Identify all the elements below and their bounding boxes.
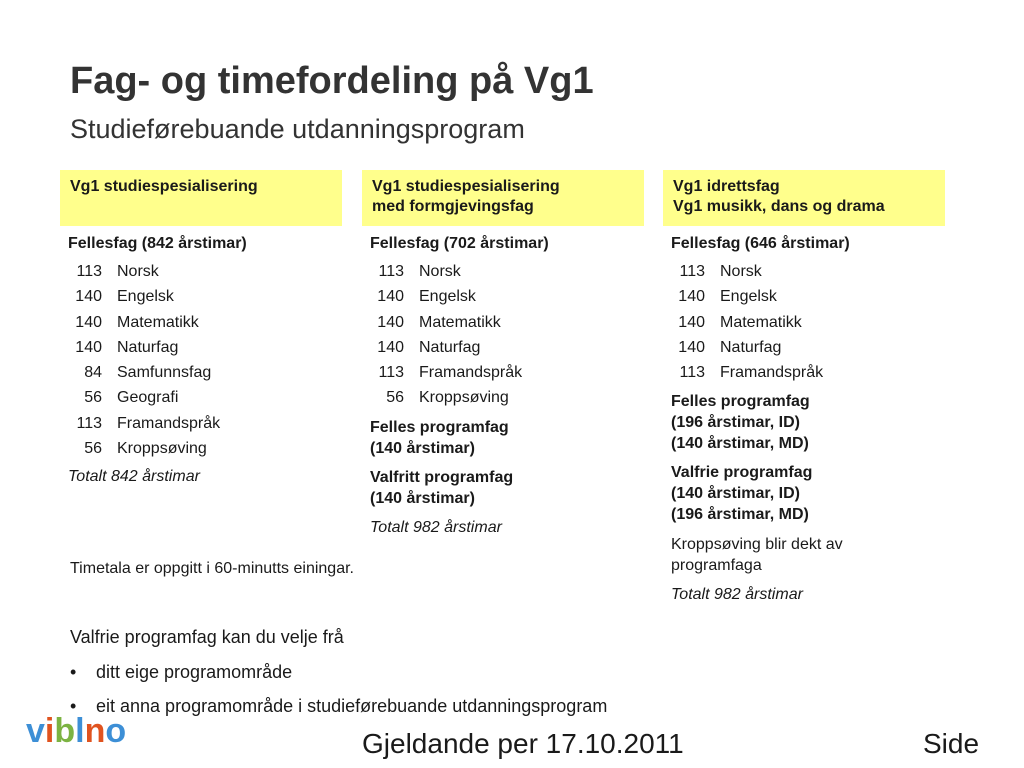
subject-name: Geografi bbox=[117, 389, 179, 407]
total-hours: Totalt 842 årstimar bbox=[68, 468, 200, 486]
hours: 56 bbox=[84, 389, 102, 407]
subject-row bbox=[663, 360, 945, 385]
hours: 140 bbox=[75, 338, 102, 356]
hours: 113 bbox=[679, 364, 705, 382]
list-item-text: ditt eige programområde bbox=[96, 662, 293, 682]
logo-letter: n bbox=[84, 712, 106, 750]
logo-letter: v bbox=[26, 712, 45, 750]
hours: 113 bbox=[76, 263, 102, 280]
valfrie-programfag-label: Valfrie programfag bbox=[671, 464, 813, 482]
hours: 140 bbox=[678, 313, 705, 331]
hours: 140 bbox=[678, 338, 705, 356]
subject-row bbox=[663, 284, 945, 309]
column-header bbox=[60, 170, 342, 226]
subject-name: Samfunnsfag bbox=[117, 364, 212, 382]
valfritt-programfag-hours: (140 årstimar) bbox=[370, 489, 475, 507]
column-header-line: Vg1 idrettsfag bbox=[673, 178, 780, 195]
fellesfag-heading: Fellesfag (842 årstimar) bbox=[68, 235, 247, 252]
programfag-intro: Valfrie programfag kan du velje frå bbox=[70, 627, 344, 647]
valfritt-programfag bbox=[370, 467, 644, 509]
subject-name: Kroppsøving bbox=[117, 440, 207, 458]
subject-row bbox=[362, 284, 644, 309]
logo-letter: o bbox=[105, 712, 127, 750]
subject-row bbox=[362, 259, 644, 284]
hours: 140 bbox=[75, 313, 102, 331]
hours: 56 bbox=[84, 440, 102, 458]
subject-row bbox=[60, 259, 342, 284]
subject-name: Norsk bbox=[117, 263, 159, 280]
felles-programfag-hours: (140 årstimar) bbox=[370, 439, 475, 457]
subject-name: Naturfag bbox=[117, 338, 179, 356]
kroppsoving-note-line: Kroppsøving blir dekt av bbox=[671, 536, 843, 554]
fellesfag-heading: Fellesfag (646 årstimar) bbox=[671, 235, 850, 252]
hours: 140 bbox=[377, 288, 404, 306]
felles-programfag bbox=[370, 417, 644, 459]
subject-name: Engelsk bbox=[419, 288, 476, 306]
bullet: • bbox=[70, 696, 77, 716]
subject-row bbox=[362, 360, 644, 385]
subject-name: Engelsk bbox=[117, 288, 174, 306]
column-header-line: Vg1 studiespesialisering bbox=[372, 178, 560, 195]
subject-name: Naturfag bbox=[419, 338, 481, 356]
viblino-logo bbox=[26, 712, 126, 751]
subject-row bbox=[60, 310, 342, 335]
subject-row bbox=[60, 360, 342, 385]
subject-row bbox=[362, 335, 644, 360]
logo-letter: l bbox=[75, 712, 85, 750]
subject-name: Norsk bbox=[419, 263, 461, 280]
hours: 113 bbox=[679, 263, 705, 280]
list-item bbox=[70, 660, 607, 694]
list-item bbox=[70, 694, 607, 728]
felles-programfag-hours-md: (140 årstimar, MD) bbox=[671, 435, 809, 453]
column-header bbox=[663, 170, 945, 226]
column-formgjevingsfag bbox=[362, 170, 644, 537]
felles-programfag-label: Felles programfag bbox=[370, 418, 509, 436]
hours: 140 bbox=[678, 288, 705, 306]
logo-letter: b bbox=[54, 712, 76, 750]
subject-row bbox=[60, 284, 342, 309]
subject-row bbox=[663, 310, 945, 335]
hours: 140 bbox=[377, 338, 404, 356]
column-header-line: Vg1 musikk, dans og drama bbox=[673, 198, 885, 215]
kroppsoving-note-line: programfaga bbox=[671, 557, 762, 575]
subject-name: Matematikk bbox=[419, 313, 501, 331]
column-header-line: Vg1 studiespesialisering bbox=[70, 178, 258, 195]
programfag-options bbox=[70, 660, 607, 728]
hours: 84 bbox=[84, 364, 102, 382]
total-hours: Totalt 982 årstimar bbox=[671, 586, 803, 604]
page-title: Fag- og timefordeling på Vg1 bbox=[70, 60, 594, 102]
hours: 113 bbox=[378, 364, 404, 382]
page-subtitle: Studieførebuande utdanningsprogram bbox=[70, 114, 525, 144]
logo-letter: i bbox=[44, 712, 55, 750]
felles-programfag-hours-id: (196 årstimar, ID) bbox=[671, 414, 800, 432]
kroppsoving-note bbox=[671, 534, 945, 576]
subject-row bbox=[60, 385, 342, 410]
subject-list bbox=[663, 259, 945, 385]
subject-row bbox=[362, 310, 644, 335]
hours: 113 bbox=[76, 414, 102, 432]
valfritt-programfag-label: Valfritt programfag bbox=[370, 468, 514, 486]
fellesfag-heading: Fellesfag (702 årstimar) bbox=[370, 235, 549, 252]
felles-programfag-label: Felles programfag bbox=[671, 393, 810, 411]
footer-date: Gjeldande per 17.10.2011 bbox=[362, 728, 684, 759]
page-label: Side bbox=[923, 728, 980, 759]
hours-unit-note: Timetala er oppgitt i 60-minutts einingar. bbox=[70, 560, 354, 577]
subject-row bbox=[663, 335, 945, 360]
subject-name: Framandspråk bbox=[117, 414, 221, 432]
column-idrettsfag-musikk bbox=[663, 170, 945, 604]
subject-list bbox=[362, 259, 644, 411]
column-header-line: med formgjevingsfag bbox=[372, 198, 534, 215]
total-hours: Totalt 982 årstimar bbox=[370, 518, 502, 536]
subject-row bbox=[663, 259, 945, 284]
valfrie-programfag-hours-id: (140 årstimar, ID) bbox=[671, 485, 800, 503]
subject-name: Matematikk bbox=[117, 313, 199, 331]
subject-name: Naturfag bbox=[720, 338, 782, 356]
valfrie-programfag bbox=[671, 462, 945, 525]
subject-list bbox=[60, 259, 342, 461]
column-header bbox=[362, 170, 644, 226]
subject-name: Framandspråk bbox=[419, 364, 523, 382]
subject-name: Norsk bbox=[720, 263, 762, 280]
subject-row bbox=[60, 436, 342, 461]
hours: 113 bbox=[378, 263, 404, 280]
subject-row bbox=[60, 411, 342, 436]
felles-programfag bbox=[671, 391, 945, 454]
list-item-text: eit anna programområde i studieførebuande utdanningsprogram bbox=[96, 696, 608, 716]
subject-row bbox=[362, 385, 644, 410]
bullet: • bbox=[70, 662, 77, 682]
subject-name: Engelsk bbox=[720, 288, 777, 306]
valfrie-programfag-hours-md: (196 årstimar, MD) bbox=[671, 506, 809, 524]
hours: 140 bbox=[75, 288, 102, 306]
hours: 56 bbox=[386, 389, 404, 407]
subject-name: Framandspråk bbox=[720, 364, 824, 382]
subject-row bbox=[60, 335, 342, 360]
subject-name: Kroppsøving bbox=[419, 389, 509, 407]
column-studiespesialisering bbox=[60, 170, 342, 486]
hours: 140 bbox=[377, 313, 404, 331]
subject-name: Matematikk bbox=[720, 313, 802, 331]
